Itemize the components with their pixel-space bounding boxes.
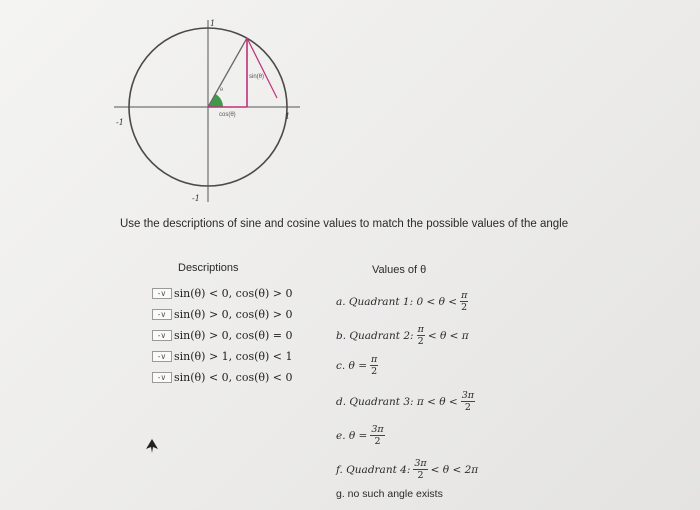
x-axis-right-label: 1 xyxy=(285,112,291,121)
fraction-denominator: 2 xyxy=(417,336,424,347)
sin-label: sin(θ) xyxy=(249,74,265,80)
answer-prefix: a. Quadrant 1: 0 < θ < xyxy=(336,295,458,308)
mouse-cursor-icon xyxy=(146,439,158,453)
answer-prefix: d. Quadrant 3: π < θ < xyxy=(336,395,458,408)
radius-line xyxy=(208,38,247,107)
select-value: - xyxy=(157,289,161,298)
fraction xyxy=(417,324,425,347)
answer-suffix: < θ < π xyxy=(427,329,469,342)
answer-select-4[interactable] xyxy=(152,351,172,362)
select-value: - xyxy=(157,352,161,361)
answer-select-5[interactable] xyxy=(152,372,172,383)
select-value: - xyxy=(157,310,161,319)
answer-select-1[interactable] xyxy=(152,288,172,299)
description-row-4 xyxy=(152,348,293,365)
x-axis-left-label: -1 xyxy=(116,118,124,127)
answer-c xyxy=(336,354,381,377)
answer-g xyxy=(336,488,443,500)
answer-prefix: c. θ = xyxy=(336,359,368,372)
fraction-denominator: 2 xyxy=(371,366,378,377)
fraction xyxy=(370,354,378,377)
answer-prefix: f. Quadrant 4: xyxy=(336,463,411,476)
unit-circle-figure xyxy=(110,18,310,208)
fraction xyxy=(460,290,468,313)
description-text: sin(θ) < 0, cos(θ) > 0 xyxy=(174,287,293,300)
cos-label: cos(θ) xyxy=(219,112,236,118)
description-text: sin(θ) > 0, cos(θ) > 0 xyxy=(174,308,293,321)
chevron-down-icon: ∨ xyxy=(160,310,167,319)
description-row-2 xyxy=(152,306,293,323)
instruction-text: Use the descriptions of sine and cosine values to match the possible values of the angle xyxy=(120,218,569,230)
answer-select-3[interactable] xyxy=(152,330,172,341)
y-axis-top-label: 1 xyxy=(210,19,216,28)
values-header: Values of θ xyxy=(372,264,427,276)
theta-label: θ xyxy=(220,87,224,93)
angle-wedge xyxy=(208,94,223,107)
answer-e xyxy=(336,424,388,447)
description-text: sin(θ) < 0, cos(θ) < 0 xyxy=(174,371,293,384)
fraction-numerator: π xyxy=(417,324,424,335)
chevron-down-icon: ∨ xyxy=(160,373,167,382)
answer-a xyxy=(336,290,471,313)
answer-f xyxy=(336,458,478,481)
fraction-denominator: 2 xyxy=(374,436,381,447)
fraction-denominator: 2 xyxy=(461,302,468,313)
fraction-denominator: 2 xyxy=(417,470,424,481)
descriptions-header: Descriptions xyxy=(178,262,239,274)
fraction-numerator: π xyxy=(371,354,378,365)
description-row-5 xyxy=(152,369,293,386)
chevron-down-icon: ∨ xyxy=(160,352,167,361)
chevron-down-icon: ∨ xyxy=(160,331,167,340)
answer-d xyxy=(336,390,478,413)
description-text: sin(θ) > 0, cos(θ) = 0 xyxy=(174,329,293,342)
answer-select-2[interactable] xyxy=(152,309,172,320)
chevron-down-icon: ∨ xyxy=(160,289,167,298)
select-value: - xyxy=(157,331,161,340)
y-axis-bottom-label: -1 xyxy=(192,194,200,203)
answer-prefix: b. Quadrant 2: xyxy=(336,329,414,342)
answer-prefix: e. θ = xyxy=(336,429,368,442)
fraction xyxy=(413,458,427,481)
select-value: - xyxy=(157,373,161,382)
answer-b xyxy=(336,324,469,347)
fraction-numerator: 3π xyxy=(414,458,427,469)
description-row-3 xyxy=(152,327,293,344)
fraction-denominator: 2 xyxy=(464,402,471,413)
tangent-line xyxy=(247,38,277,98)
description-text: sin(θ) > 1, cos(θ) < 1 xyxy=(174,350,293,363)
description-row-1 xyxy=(152,285,293,302)
answer-text: g. no such angle exists xyxy=(336,488,443,500)
answer-suffix: < θ < 2π xyxy=(430,463,479,476)
fraction xyxy=(370,424,384,447)
fraction-numerator: 3π xyxy=(461,390,475,401)
fraction xyxy=(461,390,475,413)
fraction-numerator: 3π xyxy=(371,424,384,435)
fraction-numerator: π xyxy=(461,290,468,301)
